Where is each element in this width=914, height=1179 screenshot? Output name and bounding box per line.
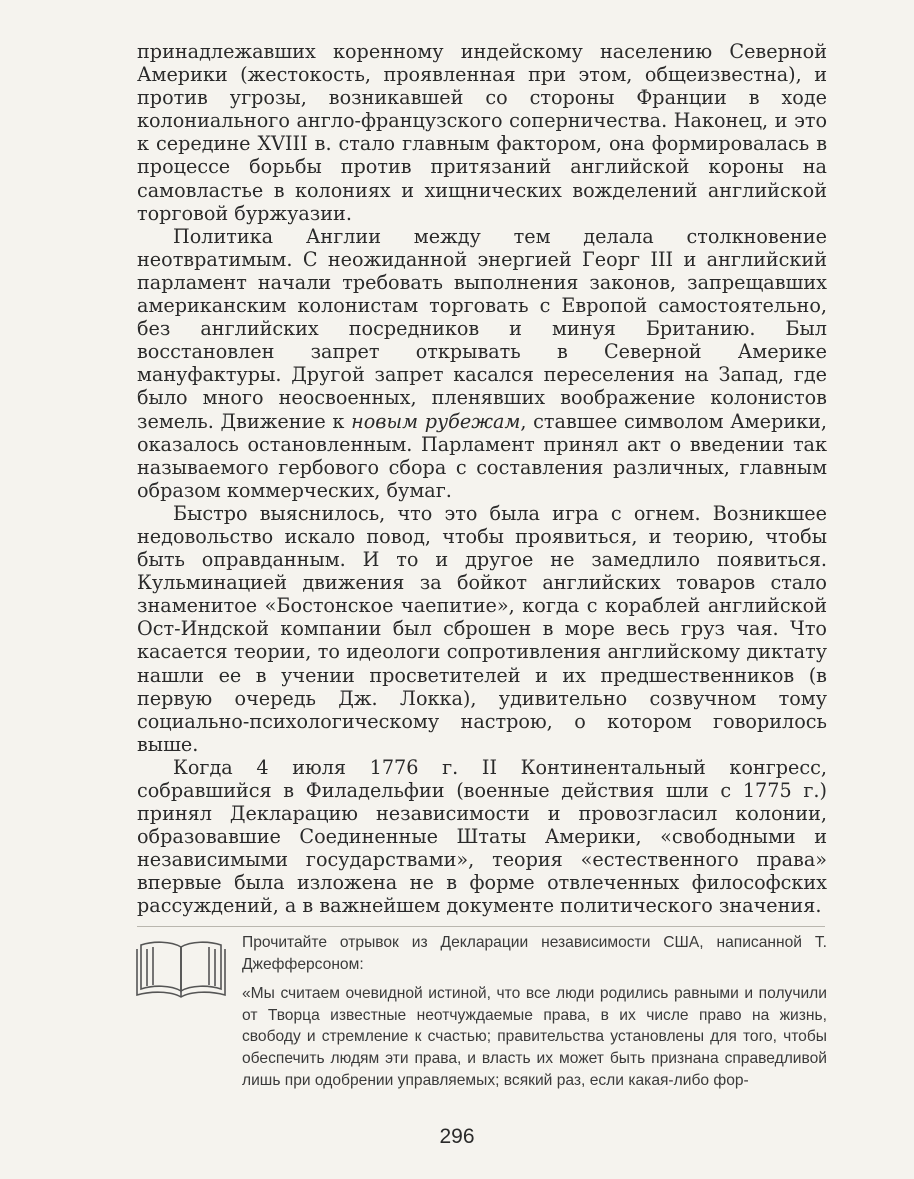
section-divider [137, 926, 825, 927]
paragraph-3: Быстро выяснилось, что это была игра с огнем. Возникшее недовольство искало повод, чтобы проявиться, и теорию, чтобы быть оправданным. И то и другое не замедлило появиться. Кульминацией движения за бойкот английских товаров стало знаменитое «Бостонское чаепитие», когда с кораблей английской Ост-Индской компании был сброшен в море весь груз чая. Что касается теории, то идеологи сопротивления английскому диктату нашли ее в учении просветителей и их предшественников (в первую очередь Дж. Локка), удивительно созвучном тому социально-психологическому настрою, о котором говорилось выше. [137, 501, 827, 756]
book-icon [133, 933, 229, 1001]
excerpt-quote: «Мы считаем очевидной истиной, что все люди родились равными и получили от Творца известные неотчуждаемые права, в их числе право на жизнь, свободу и стремление к счастью; правительства установлены для того, чтобы обеспечить людям эти права, и власть их может быть признана справедливой лишь при одобрении управляемых; всякий раз, если какая-либо фор- [242, 985, 827, 1089]
paragraph-2 [137, 225, 827, 502]
declaration-excerpt-box [242, 932, 827, 1091]
emphasis-new-frontiers: новым рубежам [351, 409, 521, 433]
paragraph-4: Когда 4 июля 1776 г. II Континентальный конгресс, собравшийся в Филадельфии (военные действия шли с 1775 г.) принял Декларацию независимости и провозгласил колонии, образовавшие Соединенные Штаты Америки, «свободными и независимыми государствами», теория «естественного права» впервые была изложена не в форме отвлеченных философских рассуждений, а в важнейшем документе политического значения. [137, 755, 827, 918]
excerpt-intro: Прочитайте отрывок из Декларации независимости США, написанной Т. Джефферсоном: [242, 934, 827, 973]
paragraph-2-text-end: , ставшее символом Америки, оказалось остановленным. Парламент принял акт о введении так называемого гербового сбора с составления различных, главным образом коммерческих, бумаг. [137, 409, 827, 502]
paragraph-2-text-start: Политика Англии между тем делала столкновение неотвратимым. С неожиданной энергией Георг III и английский парламент начали требовать выполнения законов, запрещавших американским колонистам торговать с Европой самостоятельно, без английских посредников и минуя Британию. Был восстановлен запрет открывать в Северной Америке мануфактуры. Другой запрет касался переселения на Запад, где было много неосвоенных, пленявших воображение колонистов земель. Движение к [137, 224, 827, 433]
main-text-column [137, 40, 827, 918]
page-number: 296 [439, 1125, 475, 1148]
paragraph-1: принадлежавших коренному индейскому населению Северной Америки (жестокость, проявленная при этом, общеизвестна), и против угрозы, возникавшей со стороны Франции в ходе колониального англо-французского соперничества. Наконец, и это к середине XVIII в. стало главным фактором, она формировалась в процессе борьбы против притязаний английской короны на самовластье в колониях и хищнических вожделений английской торговой буржуазии. [137, 40, 827, 225]
